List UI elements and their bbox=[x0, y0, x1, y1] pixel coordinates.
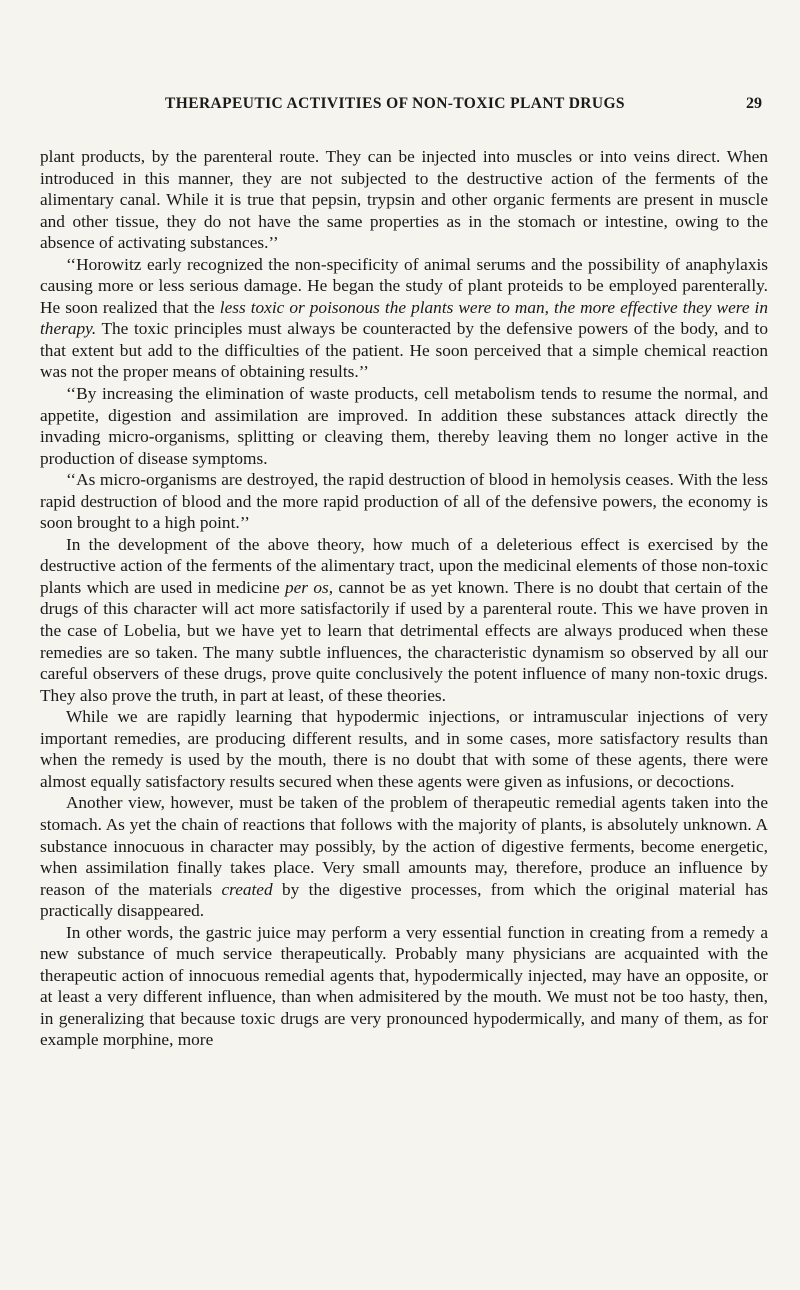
paragraph bbox=[40, 146, 768, 254]
text-run: plant products, by the parenteral route. They can be injected into muscles or into veins direct. When introduced in this manner, they are not subjected to the destructive action of the ferments of the alimentary canal. While it is true that pepsin, trypsin and other organic ferments are present in muscle and other tissue, they do not have the same properties as in the stomach or intestine, owing to the absence of activating substances.’’ bbox=[40, 147, 768, 253]
page-number: 29 bbox=[746, 95, 762, 112]
text-run: ‘‘As micro-organisms are destroyed, the rapid destruction of blood in hemolysis ceases. With the less rapid destruction of blood and the more rapid production of all of the defensive powers, the economy is soon brought to a high point.’’ bbox=[40, 470, 768, 533]
paragraph bbox=[40, 792, 768, 921]
paragraph bbox=[40, 254, 768, 383]
text-run: In the development of the above theory, how much of a deleterious effect is exercised by the destructive action of the ferments of the alimentary tract, upon the medicinal elements of those non-toxic plants which are used in medicine bbox=[40, 534, 768, 597]
running-head: THERAPEUTIC ACTIVITIES OF NON-TOXIC PLANT DRUGS bbox=[165, 95, 625, 112]
text-run: The toxic principles must always be counteracted by the defensive powers of the body, and to that extent but add to the difficulties of the patient. He soon perceived that a simple chemical reaction was not the proper means of obtaining results.’’ bbox=[40, 319, 768, 382]
text-run: ‘‘Horowitz early recognized the non-specificity of animal serums and the possibility of anaphylaxis causing more or less serious damage. He began the study of plant proteids to be employed parenterally. He soon realized that the bbox=[40, 254, 768, 317]
text-run: While we are rapidly learning that hypodermic injections, or intramuscular injections of very important remedies, are producing different results, and in some cases, more satisfactory results than when the remedy is used by the mouth, there is no doubt that with some of these agents, there were almost equally satisfactory results secured when these agents were given as infusions, or decoctions. bbox=[40, 707, 768, 791]
italic-text-run: less toxic or poisonous the plants were to man, the more effective they were in therapy. bbox=[40, 297, 768, 339]
text-run: ‘‘By increasing the elimination of waste products, cell metabolism tends to resume the normal, and appetite, digestion and assimilation are improved. In addition these substances attack directly the invading micro-organisms, splitting or cleaving them, thereby leaving them no longer active in the production of disease symptoms. bbox=[40, 384, 768, 468]
text-run: cannot be as yet known. There is no doubt that certain of the drugs of this character will act more satisfactorily if used by a parenteral route. This we have proven in the case of Lobelia, but we have yet to learn that detrimental effects are always produced when these remedies are so taken. The many subtle influences, the characteristic dynamism so observed by all our careful observers of these drugs, prove quite conclusively the potent influence of many non-toxic drugs. They also prove the truth, in part at least, of these theories. bbox=[40, 577, 769, 705]
italic-text-run: per os, bbox=[284, 577, 334, 597]
paragraph bbox=[40, 706, 768, 792]
body-text bbox=[40, 146, 768, 1051]
text-run: by the digestive processes, from which the original material has practically disappeared. bbox=[40, 879, 768, 921]
paragraph bbox=[40, 469, 768, 534]
text-run: Another view, however, must be taken of the problem of therapeutic remedial agents taken into the stomach. As yet the chain of reactions that follows with the majority of plants, is absolutely unknown. A substance innocuous in character may possibly, by the action of digestive ferments, become energetic, when assimilation finally takes place. Very small amounts may, therefore, produce an influence by reason of the materials bbox=[40, 793, 768, 899]
paragraph bbox=[40, 534, 768, 706]
text-run: In other words, the gastric juice may perform a very essential function in creating from a remedy a new substance of much service therapeutically. Probably many physicians are acquainted with the therapeutic action of innocuous remedial agents that, hypodermically injected, may have an opposite, or at least a very different influence, than when admisitered by the mouth. We must not be too hasty, then, in generalizing that because toxic drugs are very pronounced hypodermically, and many of them, as for example morphine, more bbox=[40, 922, 768, 1050]
italic-text-run: created bbox=[221, 879, 273, 899]
paragraph bbox=[40, 922, 768, 1051]
paragraph bbox=[40, 383, 768, 469]
